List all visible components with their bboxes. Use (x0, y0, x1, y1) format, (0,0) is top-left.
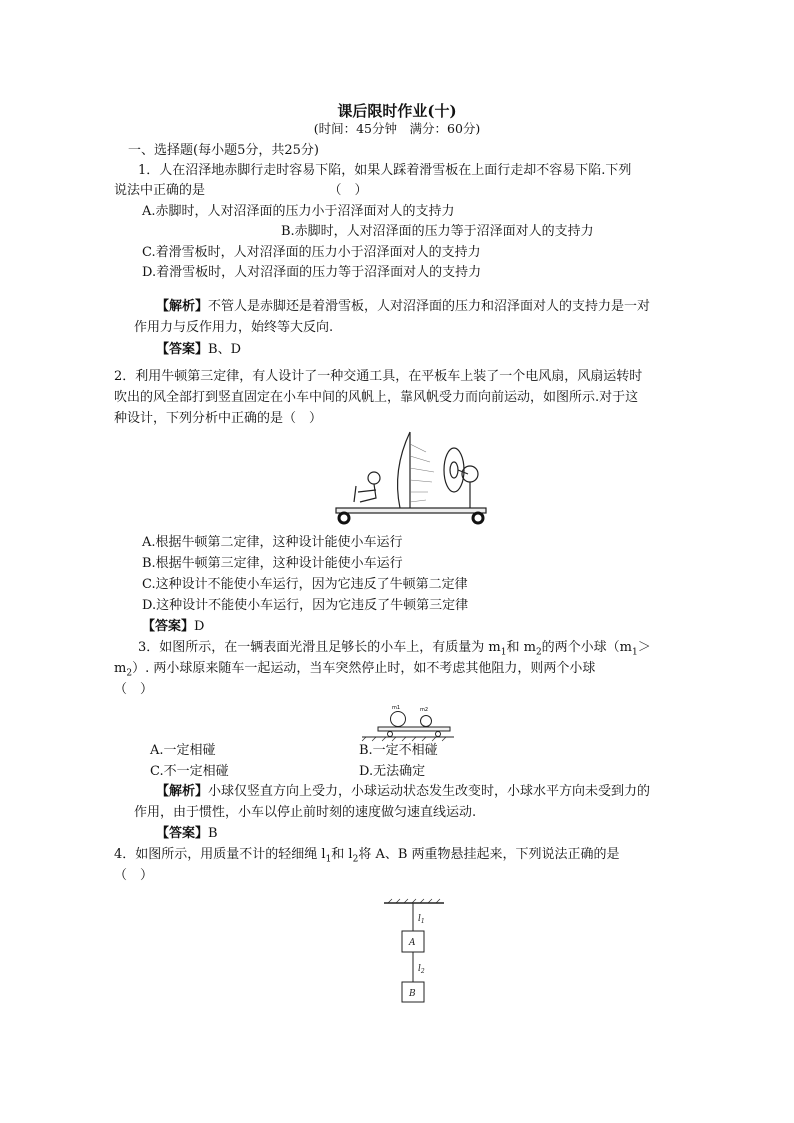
q4-stem-part: 和 l (331, 847, 353, 862)
q3-answer-label: 【答案】 (156, 826, 209, 841)
page-title: 课后限时作业(十) (337, 102, 457, 120)
q2-stem-line2: 吹出的风全部打到竖直固定在小车中间的风帆上，靠风帆受力而向前运动，如图所示.对于这 (114, 390, 639, 405)
q2-option-b: B.根据牛顿第三定律，这种设计能使小车运行 (142, 556, 403, 571)
fig-l1-sub: 1 (420, 918, 425, 925)
q3-sub: 1 (632, 647, 638, 658)
q3-stem-part: 3．如图所示，在一辆表面光滑且足够长的小车上，有质量为 m (138, 640, 501, 655)
q3-stem-part: 和 m (506, 640, 536, 655)
q3-stem-part: 的两个小球（m (541, 640, 632, 655)
q3-stem-line3: （ ） (114, 682, 154, 697)
q1-answer-label: 【答案】 (156, 342, 209, 357)
q4-sub: 2 (352, 854, 359, 865)
svg-text:l2 (418, 964, 425, 975)
q3-sub: 1 (500, 647, 507, 658)
q3-analysis-text1: 小球仅竖直方向上受力，小球运动状态发生改变时，小球水平方向未受到力的 (208, 784, 651, 799)
q3-analysis-label: 【解析】 (156, 784, 209, 799)
q2-answer-value: D (194, 619, 205, 634)
page-subtitle: (时间：45分钟 满分：60分) (313, 121, 481, 136)
q4-stem-line1 (114, 845, 620, 870)
q4-stem-line2: （ ） (114, 868, 154, 883)
q4-stem-part: 将 A、B 两重物悬挂起来，下列说法正确的是 (358, 847, 620, 862)
svg-text:l1 (418, 914, 425, 925)
fig-label-m1: m1 (392, 705, 401, 711)
q3-option-c: C.不一定相碰 (150, 764, 229, 779)
q1-analysis-text1: 不管人是赤脚还是着滑雪板，人对沼泽面的压力和沼泽面对人的支持力是一对 (208, 299, 651, 314)
q3-stem-part: ）. 两小球原来随车一起运动，当车突然停止时，如不考虑其他阻力，则两个小球 (132, 661, 596, 676)
q1-option-b: B.赤脚时，人对沼泽面的压力等于沼泽面对人的支持力 (281, 224, 594, 239)
q1-option-c: C.着滑雪板时，人对沼泽面的压力小于沼泽面对人的支持力 (142, 245, 481, 260)
q2-option-c: C.这种设计不能使小车运行，因为它违反了牛顿第二定律 (142, 577, 468, 592)
q2-stem-line3: 种设计，下列分析中正确的是（ ） (114, 411, 323, 426)
q1-analysis-line1 (156, 297, 650, 317)
fig-block-a: A (409, 938, 416, 948)
fig-l2-label: l (418, 964, 421, 974)
q2-stem-line1: 2．利用牛顿第三定律，有人设计了一种交通工具，在平板车上装了一个电风扇，风扇运转时 (114, 369, 643, 384)
section-title: 一、选择题(每小题5分，共25分) (128, 143, 319, 158)
q1-stem-line2: 说法中正确的是 （ ） (114, 183, 368, 198)
fig-label-m2: m2 (420, 707, 429, 713)
hanging-blocks-figure (382, 898, 446, 1004)
q1-answer (156, 340, 241, 360)
q3-option-a: A.一定相碰 (150, 743, 216, 758)
q3-stem-part: m (114, 661, 127, 676)
q3-option-d: D.无法确定 (359, 764, 426, 779)
cart-balls-figure (360, 700, 456, 742)
q2-option-a: A.根据牛顿第二定律，这种设计能使小车运行 (142, 535, 403, 550)
q1-analysis-label: 【解析】 (156, 299, 209, 314)
q2-option-d: D.这种设计不能使小车运行，因为它违反了牛顿第三定律 (142, 598, 469, 613)
q1-analysis-line2: 作用力与反作用力，始终等大反向. (134, 320, 334, 335)
q3-sub: 2 (126, 668, 133, 679)
q2-answer-label: 【答案】 (142, 619, 195, 634)
q3-sub: 2 (535, 647, 542, 658)
q4-sub: 1 (325, 854, 332, 865)
q3-analysis-line2: 作用，由于惯性，小车以停止前时刻的速度做匀速直线运动. (134, 805, 477, 820)
q3-stem-part: ＞ (637, 640, 651, 655)
fan-cart-figure (330, 430, 492, 526)
q1-answer-value: B、D (208, 342, 241, 357)
q3-stem-line2 (114, 659, 595, 684)
q3-answer-value: B (208, 826, 218, 841)
fig-l1-label: l (418, 914, 421, 924)
q3-option-b: B.一定不相碰 (359, 743, 438, 758)
q1-option-d: D.着滑雪板时，人对沼泽面的压力等于沼泽面对人的支持力 (142, 265, 482, 280)
q3-answer (156, 824, 218, 844)
fig-l2-sub: 2 (420, 968, 425, 975)
q2-answer (142, 617, 204, 637)
fig-block-b: B (409, 989, 416, 999)
q1-stem-line1: 1．人在沼泽地赤脚行走时容易下陷，如果人踩着滑雪板在上面行走却不容易下陷.下列 (138, 163, 632, 178)
q1-option-a: A.赤脚时，人对沼泽面的压力小于沼泽面对人的支持力 (142, 204, 455, 219)
q4-stem-part: 4．如图所示，用质量不计的轻细绳 l (114, 847, 326, 862)
q3-analysis-line1 (156, 782, 650, 802)
